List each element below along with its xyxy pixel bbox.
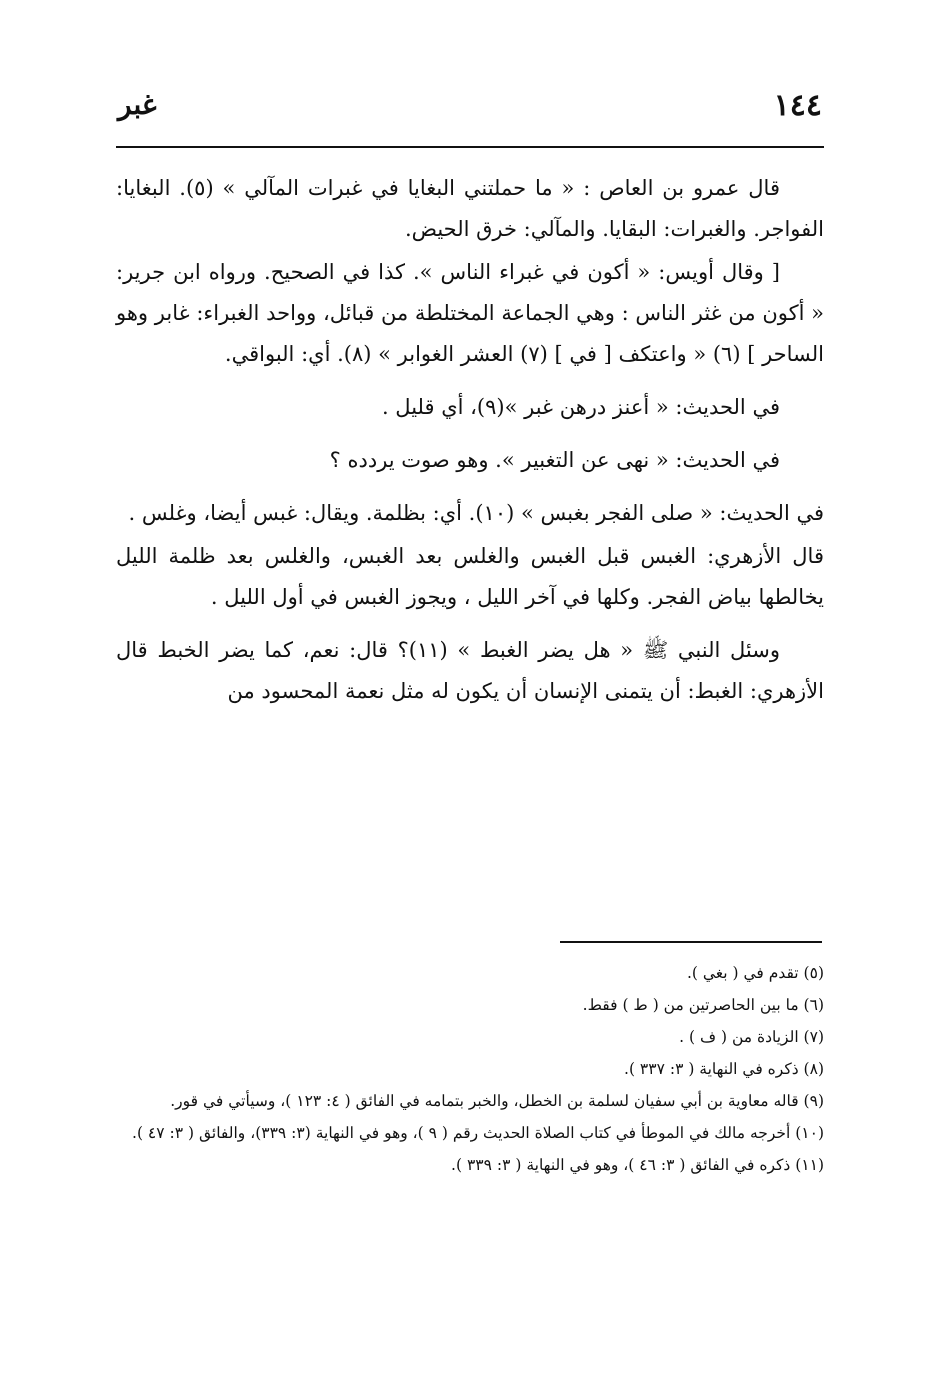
footnote-7: (٧) الزيادة من ( ف ) . [679, 1028, 824, 1046]
footnote-10: (١٠) أخرجه مالك في الموطأ في كتاب الصلاة الحديث رقم ( ٩ )، وهو في النهاية (٣: ٣٣٩)، والفائق ( ٣: ٤٧ ). [132, 1124, 824, 1142]
footnote-11: (١١) ذكره في الفائق ( ٣: ٤٦ )، وهو في النهاية ( ٣: ٣٣٩ ). [451, 1156, 824, 1174]
header-rule [116, 146, 824, 148]
page-number: ١٤٤ [773, 88, 822, 123]
main-text [116, 168, 824, 724]
paragraph-7: وسئل النبي ﷺ « هل يضر الغبط » (١١)؟ قال: نعم، كما يضر الخبط قال الأزهري: الغبط: أن يتمنى الإنسان أن يكون له مثل نعمة المحسود من [116, 638, 824, 703]
footnote-6: (٦) ما بين الحاصرتين من ( ط ) فقط. [582, 996, 824, 1014]
paragraph-4: في الحديث: « نهى عن التغبير ». وهو صوت يردده ؟ [329, 448, 780, 472]
page-header [118, 88, 822, 134]
footnote-separator [560, 941, 822, 943]
footnote-9: (٩) قاله معاوية بن أبي سفيان لسلمة بن الخطل، والخبر بتمامه في الفائق ( ٤: ١٢٣ )، وسيأتي في قور. [170, 1092, 824, 1110]
section-title: غبر [118, 88, 157, 121]
paragraph-1: قال عمرو بن العاص : « ما حملتني البغايا في غبرات المآلي » (٥). البغايا: الفواجر. والغبرات: البقايا. والمآلي: خرق الحيض. [116, 176, 824, 241]
footnote-5: (٥) تقدم في ( بغي ). [686, 964, 824, 982]
footnotes [116, 957, 824, 1181]
footnote-8: (٨) ذكره في النهاية ( ٣: ٣٣٧ ). [624, 1060, 824, 1078]
paragraph-5: في الحديث: « صلى الفجر بغبس » (١٠). أي: بظلمة. ويقال: غبس أيضا، وغلس . [128, 501, 824, 525]
paragraph-2: [ وقال أويس: « أكون في غبراء الناس ». كذا في الصحيح. ورواه ابن جرير: « أكون من غثر الناس : وهي الجماعة المختلطة من قبائل، وواحد الغبراء: غابر وهو الساحر ] (٦) « واعتكف [ في ] (٧) العشر الغوابر » (٨). أي: البواقي. [116, 260, 824, 366]
paragraph-6: قال الأزهري: الغبس قبل الغبس والغلس بعد الغبس، والغلس بعد ظلمة الليل يخالطها بياض الفجر. وكلها في آخر الليل ، ويجوز الغبس في أول الليل . [116, 544, 824, 609]
paragraph-3: في الحديث: « أعنز درهن غبر »(٩)، أي قليل . [381, 395, 780, 419]
